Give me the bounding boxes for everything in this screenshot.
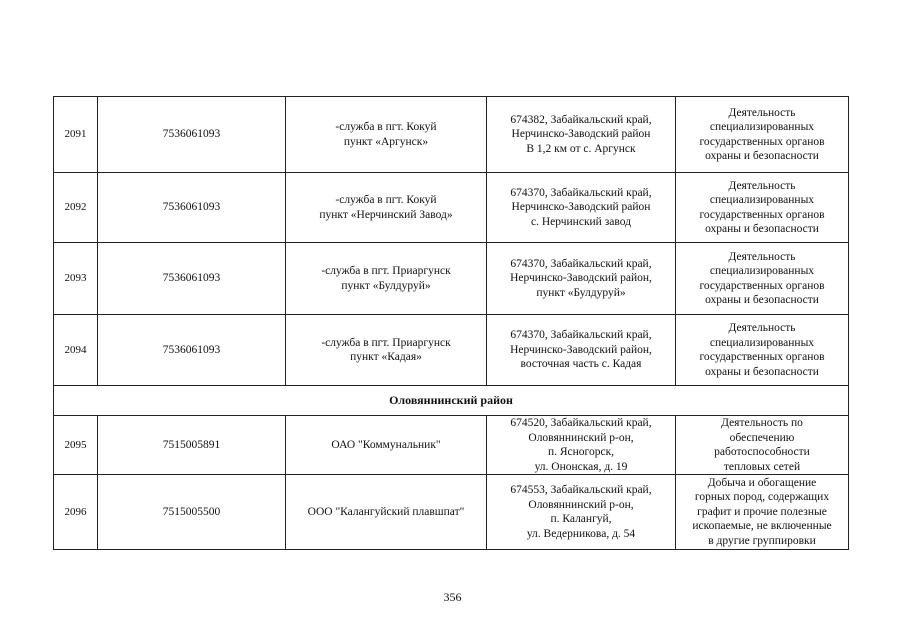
activity-text: Добыча и обогащение горных пород, содержащих графит и прочие полезные ископаемые, не включенные в другие группировки <box>692 476 832 547</box>
registry-table <box>53 96 849 550</box>
table-row <box>54 243 849 315</box>
activity-cell <box>676 97 849 173</box>
address-cell <box>487 416 676 475</box>
activity-cell <box>676 243 849 315</box>
page-number: 356 <box>443 590 462 604</box>
organization-cell <box>286 97 487 173</box>
organization-cell <box>286 475 487 550</box>
section-header-row <box>54 386 849 416</box>
organization-name: ООО "Калангуйский плавшпат" <box>307 505 465 518</box>
organization-cell <box>286 416 487 475</box>
row-number: 2092 <box>54 173 98 243</box>
address-text: 674370, Забайкальский край, Нерчинско-Заводский район, восточная часть с. Кадая <box>510 329 652 371</box>
section-title: Оловяннинский район <box>54 386 849 416</box>
activity-text: Деятельность специализированных государственных органов охраны и безопасности <box>699 250 825 306</box>
activity-cell <box>676 475 849 550</box>
table-row <box>54 173 849 243</box>
activity-cell <box>676 315 849 386</box>
table-row <box>54 97 849 173</box>
inn-cell: 7536061093 <box>98 243 286 315</box>
organization-name: -служба в пгт. Приаргунск пункт «Булдуруй» <box>321 265 451 292</box>
address-cell <box>487 97 676 173</box>
activity-text: Деятельность по обеспечению работоспособности тепловых сетей <box>714 417 810 473</box>
inn-cell: 7536061093 <box>98 173 286 243</box>
row-number: 2094 <box>54 315 98 386</box>
table-row <box>54 416 849 475</box>
row-number: 2091 <box>54 97 98 173</box>
table-row <box>54 475 849 550</box>
address-text: 674520, Забайкальский край, Оловяннинский р-он, п. Ясногорск, ул. Ононская, д. 19 <box>510 417 652 473</box>
address-cell <box>487 475 676 550</box>
address-text: 674370, Забайкальский край, Нерчинско-Заводский район, пункт «Булдуруй» <box>510 257 652 299</box>
address-text: 674553, Забайкальский край, Оловяннинский р-он, п. Калангуй, ул. Ведерникова, д. 54 <box>510 484 652 540</box>
activity-cell <box>676 173 849 243</box>
row-number: 2093 <box>54 243 98 315</box>
row-number: 2096 <box>54 475 98 550</box>
activity-cell <box>676 416 849 475</box>
organization-cell <box>286 173 487 243</box>
address-cell <box>487 173 676 243</box>
organization-name: ОАО "Коммунальник" <box>331 438 441 451</box>
inn-cell: 7515005500 <box>98 475 286 550</box>
address-cell <box>487 315 676 386</box>
inn-cell: 7536061093 <box>98 97 286 173</box>
table-row <box>54 315 849 386</box>
inn-cell: 7536061093 <box>98 315 286 386</box>
activity-text: Деятельность специализированных государственных органов охраны и безопасности <box>699 322 825 378</box>
organization-cell <box>286 243 487 315</box>
organization-name: -служба в пгт. Кокуй пункт «Нерчинский Завод» <box>319 194 453 221</box>
organization-name: -служба в пгт. Кокуй пункт «Аргунск» <box>335 121 437 148</box>
inn-cell: 7515005891 <box>98 416 286 475</box>
organization-name: -служба в пгт. Приаргунск пункт «Кадая» <box>321 336 451 363</box>
activity-text: Деятельность специализированных государственных органов охраны и безопасности <box>699 106 825 162</box>
row-number: 2095 <box>54 416 98 475</box>
address-text: 674382, Забайкальский край, Нерчинско-Заводский район В 1,2 км от с. Аргунск <box>510 113 652 155</box>
activity-text: Деятельность специализированных государственных органов охраны и безопасности <box>699 179 825 235</box>
address-text: 674370, Забайкальский край, Нерчинско-Заводский район с. Нерчинский завод <box>510 186 652 228</box>
address-cell <box>487 243 676 315</box>
organization-cell <box>286 315 487 386</box>
